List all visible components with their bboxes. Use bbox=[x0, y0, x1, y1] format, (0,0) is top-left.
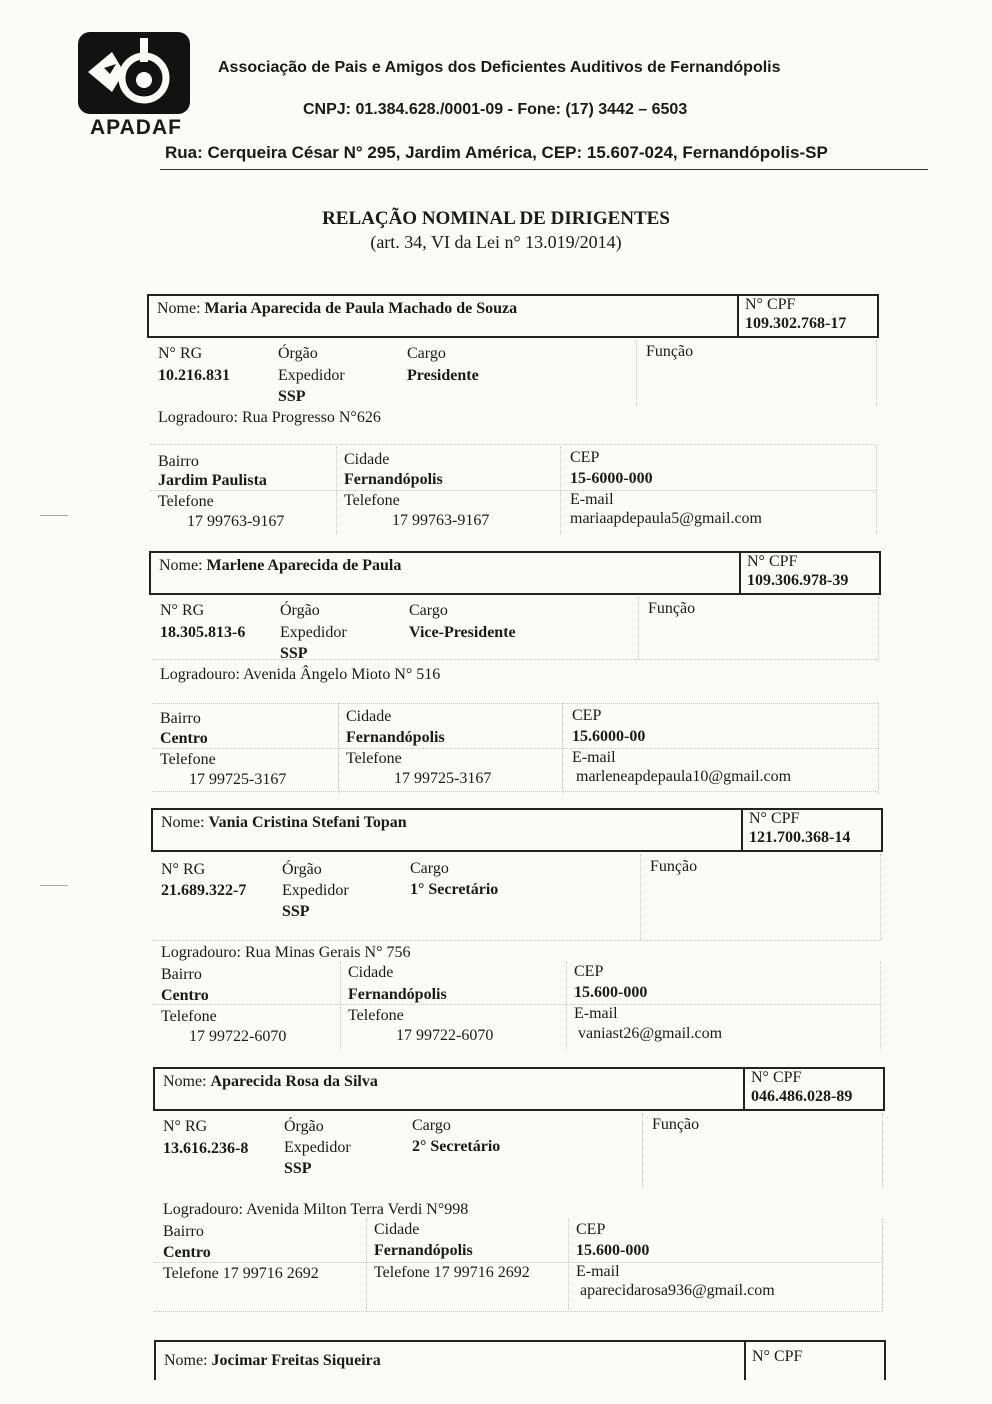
cpf-box bbox=[739, 551, 883, 595]
cell-divider bbox=[642, 1113, 643, 1187]
cell-divider bbox=[640, 854, 641, 940]
telefone-label: Telefone bbox=[161, 1008, 217, 1025]
rg-value: 13.616.236-8 bbox=[163, 1140, 249, 1157]
funcao-label: Função bbox=[646, 343, 694, 360]
rg-label: N° RG bbox=[160, 602, 205, 619]
telefone-label: Telefone bbox=[158, 493, 214, 510]
rg-value: 21.689.322-7 bbox=[161, 882, 247, 899]
document-title: RELAÇÃO NOMINAL DE DIRIGENTES bbox=[322, 208, 670, 229]
cell-divider bbox=[878, 703, 879, 793]
cargo-label: Cargo bbox=[412, 1117, 451, 1134]
director-record bbox=[0, 1067, 992, 1327]
director-record bbox=[0, 808, 992, 1068]
telefone-value: 17 99722-6070 bbox=[396, 1027, 494, 1044]
cargo-label: Cargo bbox=[409, 602, 448, 619]
cell-divider bbox=[336, 446, 337, 534]
apadaf-logo bbox=[76, 32, 196, 142]
cidade-value: Fernandópolis bbox=[344, 471, 443, 488]
row-divider bbox=[152, 703, 878, 704]
cidade-label: Cidade bbox=[346, 708, 392, 725]
name-box bbox=[153, 1067, 885, 1111]
name-field bbox=[161, 814, 407, 832]
name-field bbox=[159, 557, 401, 575]
expedidor-label: Expedidor bbox=[284, 1139, 351, 1156]
cell-divider bbox=[560, 446, 561, 534]
telefone-value: 17 99722-6070 bbox=[189, 1028, 287, 1045]
cpf-box bbox=[744, 1340, 746, 1380]
bairro-value: Centro bbox=[163, 1244, 211, 1261]
director-name: Aparecida Rosa da Silva bbox=[210, 1073, 378, 1090]
name-box bbox=[149, 551, 881, 595]
telefone-value: Telefone 17 99716 2692 bbox=[163, 1265, 319, 1282]
row-divider bbox=[152, 940, 880, 941]
orgao-value: SSP bbox=[284, 1160, 312, 1177]
telefone-label: Telefone bbox=[348, 1007, 404, 1024]
cidade-value: Fernandópolis bbox=[346, 729, 445, 746]
expedidor-label: Expedidor bbox=[280, 624, 347, 641]
cpf-value: 109.306.978-39 bbox=[747, 572, 849, 589]
cpf-value: 046.486.028-89 bbox=[751, 1088, 853, 1105]
cep-value: 15.600-000 bbox=[576, 1242, 650, 1259]
cell-divider bbox=[880, 854, 881, 940]
bairro-value: Jardim Paulista bbox=[158, 472, 267, 489]
row-divider bbox=[152, 659, 878, 660]
cpf-value: 109.302.768-17 bbox=[745, 315, 847, 332]
director-name: Marlene Aparecida de Paula bbox=[206, 557, 402, 574]
bairro-label: Bairro bbox=[160, 710, 201, 727]
cell-divider bbox=[338, 703, 339, 793]
association-name: Associação de Pais e Amigos dos Deficientes Auditivos de Fernandópolis bbox=[218, 59, 781, 76]
cell-divider bbox=[562, 703, 563, 793]
orgao-value: SSP bbox=[280, 645, 308, 662]
rg-value: 10.216.831 bbox=[158, 367, 230, 384]
cpf-label: N° CPF bbox=[745, 296, 796, 313]
funcao-label: Função bbox=[652, 1116, 700, 1133]
email-value: mariaapdepaula5@gmail.com bbox=[570, 510, 762, 527]
telefone-value: 17 99763-9167 bbox=[187, 513, 285, 530]
cargo-label: Cargo bbox=[410, 860, 449, 877]
email-label: E-mail bbox=[570, 491, 614, 508]
cidade-value: Fernandópolis bbox=[374, 1242, 473, 1259]
email-label: E-mail bbox=[576, 1263, 620, 1280]
name-box bbox=[147, 294, 879, 338]
ear-head-icon bbox=[78, 32, 190, 114]
director-name: Maria Aparecida de Paula Machado de Souza bbox=[204, 300, 518, 317]
rg-label: N° RG bbox=[163, 1118, 208, 1135]
cpf-box bbox=[743, 1067, 887, 1111]
logo-label: APADAF bbox=[90, 116, 182, 139]
cell-divider bbox=[568, 1219, 569, 1311]
name-box bbox=[151, 808, 883, 852]
row-divider bbox=[154, 1311, 882, 1312]
row-divider bbox=[152, 748, 878, 749]
cidade-label: Cidade bbox=[348, 964, 394, 981]
cep-value: 15-6000-000 bbox=[570, 470, 653, 487]
logradouro: Logradouro: Avenida Ângelo Mioto N° 516 bbox=[160, 666, 441, 683]
cargo-value: 2° Secretário bbox=[412, 1138, 501, 1155]
name-box bbox=[154, 1340, 886, 1380]
orgao-label: Órgão bbox=[280, 602, 320, 619]
cargo-value: Vice-Presidente bbox=[409, 624, 516, 641]
cep-label: CEP bbox=[572, 707, 602, 724]
cep-value: 15.6000-00 bbox=[572, 728, 646, 745]
email-label: E-mail bbox=[574, 1005, 618, 1022]
logradouro: Logradouro: Avenida Milton Terra Verdi N°998 bbox=[163, 1201, 469, 1218]
cell-divider bbox=[876, 340, 877, 406]
logradouro: Logradouro: Rua Progresso N°626 bbox=[158, 409, 381, 426]
row-divider bbox=[152, 1004, 880, 1005]
cell-divider bbox=[366, 1219, 367, 1311]
name-field bbox=[164, 1351, 381, 1371]
cpf-label: N° CPF bbox=[752, 1348, 803, 1365]
row-divider bbox=[152, 791, 878, 792]
cell-divider bbox=[882, 1113, 883, 1187]
rg-label: N° RG bbox=[158, 345, 203, 362]
funcao-label: Função bbox=[648, 600, 696, 617]
email-value: marleneapdepaula10@gmail.com bbox=[576, 768, 792, 785]
orgao-label: Órgão bbox=[284, 1118, 324, 1135]
cell-divider bbox=[876, 446, 877, 534]
name-label: Nome: bbox=[161, 814, 205, 831]
cell-divider bbox=[880, 962, 881, 1050]
cell-divider bbox=[882, 1219, 883, 1311]
row-divider bbox=[150, 444, 876, 445]
cep-label: CEP bbox=[574, 963, 604, 980]
telefone-label: Telefone bbox=[160, 751, 216, 768]
association-address: Rua: Cerqueira César N° 295, Jardim América, CEP: 15.607-024, Fernandópolis-SP bbox=[165, 143, 828, 162]
name-label: Nome: bbox=[157, 300, 201, 317]
bairro-label: Bairro bbox=[158, 453, 199, 470]
cell-divider bbox=[340, 962, 341, 1050]
email-label: E-mail bbox=[572, 749, 616, 766]
cell-divider bbox=[566, 962, 567, 1050]
expedidor-label: Expedidor bbox=[278, 367, 345, 384]
telefone-value: Telefone 17 99716 2692 bbox=[374, 1264, 530, 1281]
name-label: Nome: bbox=[163, 1073, 207, 1090]
row-divider bbox=[150, 490, 876, 491]
cell-divider bbox=[878, 597, 879, 659]
bairro-label: Bairro bbox=[163, 1223, 204, 1240]
telefone-label: Telefone bbox=[344, 492, 400, 509]
rg-value: 18.305.813-6 bbox=[160, 624, 246, 641]
orgao-value: SSP bbox=[278, 388, 306, 405]
cep-label: CEP bbox=[570, 449, 600, 466]
director-name: Vania Cristina Stefani Topan bbox=[208, 814, 407, 831]
email-value: aparecidarosa936@gmail.com bbox=[580, 1282, 775, 1299]
orgao-label: Órgão bbox=[282, 861, 322, 878]
cargo-value: 1° Secretário bbox=[410, 881, 499, 898]
orgao-value: SSP bbox=[282, 903, 310, 920]
email-value: vaniast26@gmail.com bbox=[578, 1025, 723, 1042]
logo-emblem bbox=[78, 32, 190, 114]
cell-divider bbox=[638, 597, 639, 659]
header-divider bbox=[160, 169, 928, 170]
cnpj-phone: CNPJ: 01.384.628./0001-09 - Fone: (17) 3442 – 6503 bbox=[303, 101, 688, 118]
telefone-value: 17 99725-3167 bbox=[189, 771, 287, 788]
bairro-label: Bairro bbox=[161, 966, 202, 983]
cpf-label: N° CPF bbox=[747, 553, 798, 570]
telefone-value: 17 99725-3167 bbox=[394, 770, 492, 787]
bairro-value: Centro bbox=[161, 987, 209, 1004]
name-field bbox=[163, 1073, 378, 1091]
cpf-box bbox=[737, 294, 881, 338]
cell-divider bbox=[636, 340, 637, 406]
cpf-label: N° CPF bbox=[751, 1069, 802, 1086]
expedidor-label: Expedidor bbox=[282, 882, 349, 899]
director-record bbox=[0, 294, 992, 554]
name-label: Nome: bbox=[159, 557, 203, 574]
cargo-value: Presidente bbox=[407, 367, 479, 384]
director-record bbox=[0, 551, 992, 811]
cpf-label: N° CPF bbox=[749, 810, 800, 827]
bairro-value: Centro bbox=[160, 730, 208, 747]
director-name: Jocimar Freitas Siqueira bbox=[211, 1352, 381, 1369]
cep-value: 15.600-000 bbox=[574, 984, 648, 1001]
logradouro: Logradouro: Rua Minas Gerais N° 756 bbox=[161, 944, 411, 961]
cargo-label: Cargo bbox=[407, 345, 446, 362]
name-field bbox=[157, 300, 517, 318]
funcao-label: Função bbox=[650, 858, 698, 875]
rg-label: N° RG bbox=[161, 861, 206, 878]
cidade-value: Fernandópolis bbox=[348, 986, 447, 1003]
cidade-label: Cidade bbox=[374, 1221, 420, 1238]
cpf-value: 121.700.368-14 bbox=[749, 829, 851, 846]
orgao-label: Órgão bbox=[278, 345, 318, 362]
cidade-label: Cidade bbox=[344, 451, 390, 468]
cep-label: CEP bbox=[576, 1221, 606, 1238]
cpf-box bbox=[741, 808, 885, 852]
document-subtitle: (art. 34, VI da Lei n° 13.019/2014) bbox=[370, 232, 622, 252]
telefone-value: 17 99763-9167 bbox=[392, 512, 490, 529]
name-label: Nome: bbox=[164, 1352, 208, 1369]
telefone-label: Telefone bbox=[346, 750, 402, 767]
